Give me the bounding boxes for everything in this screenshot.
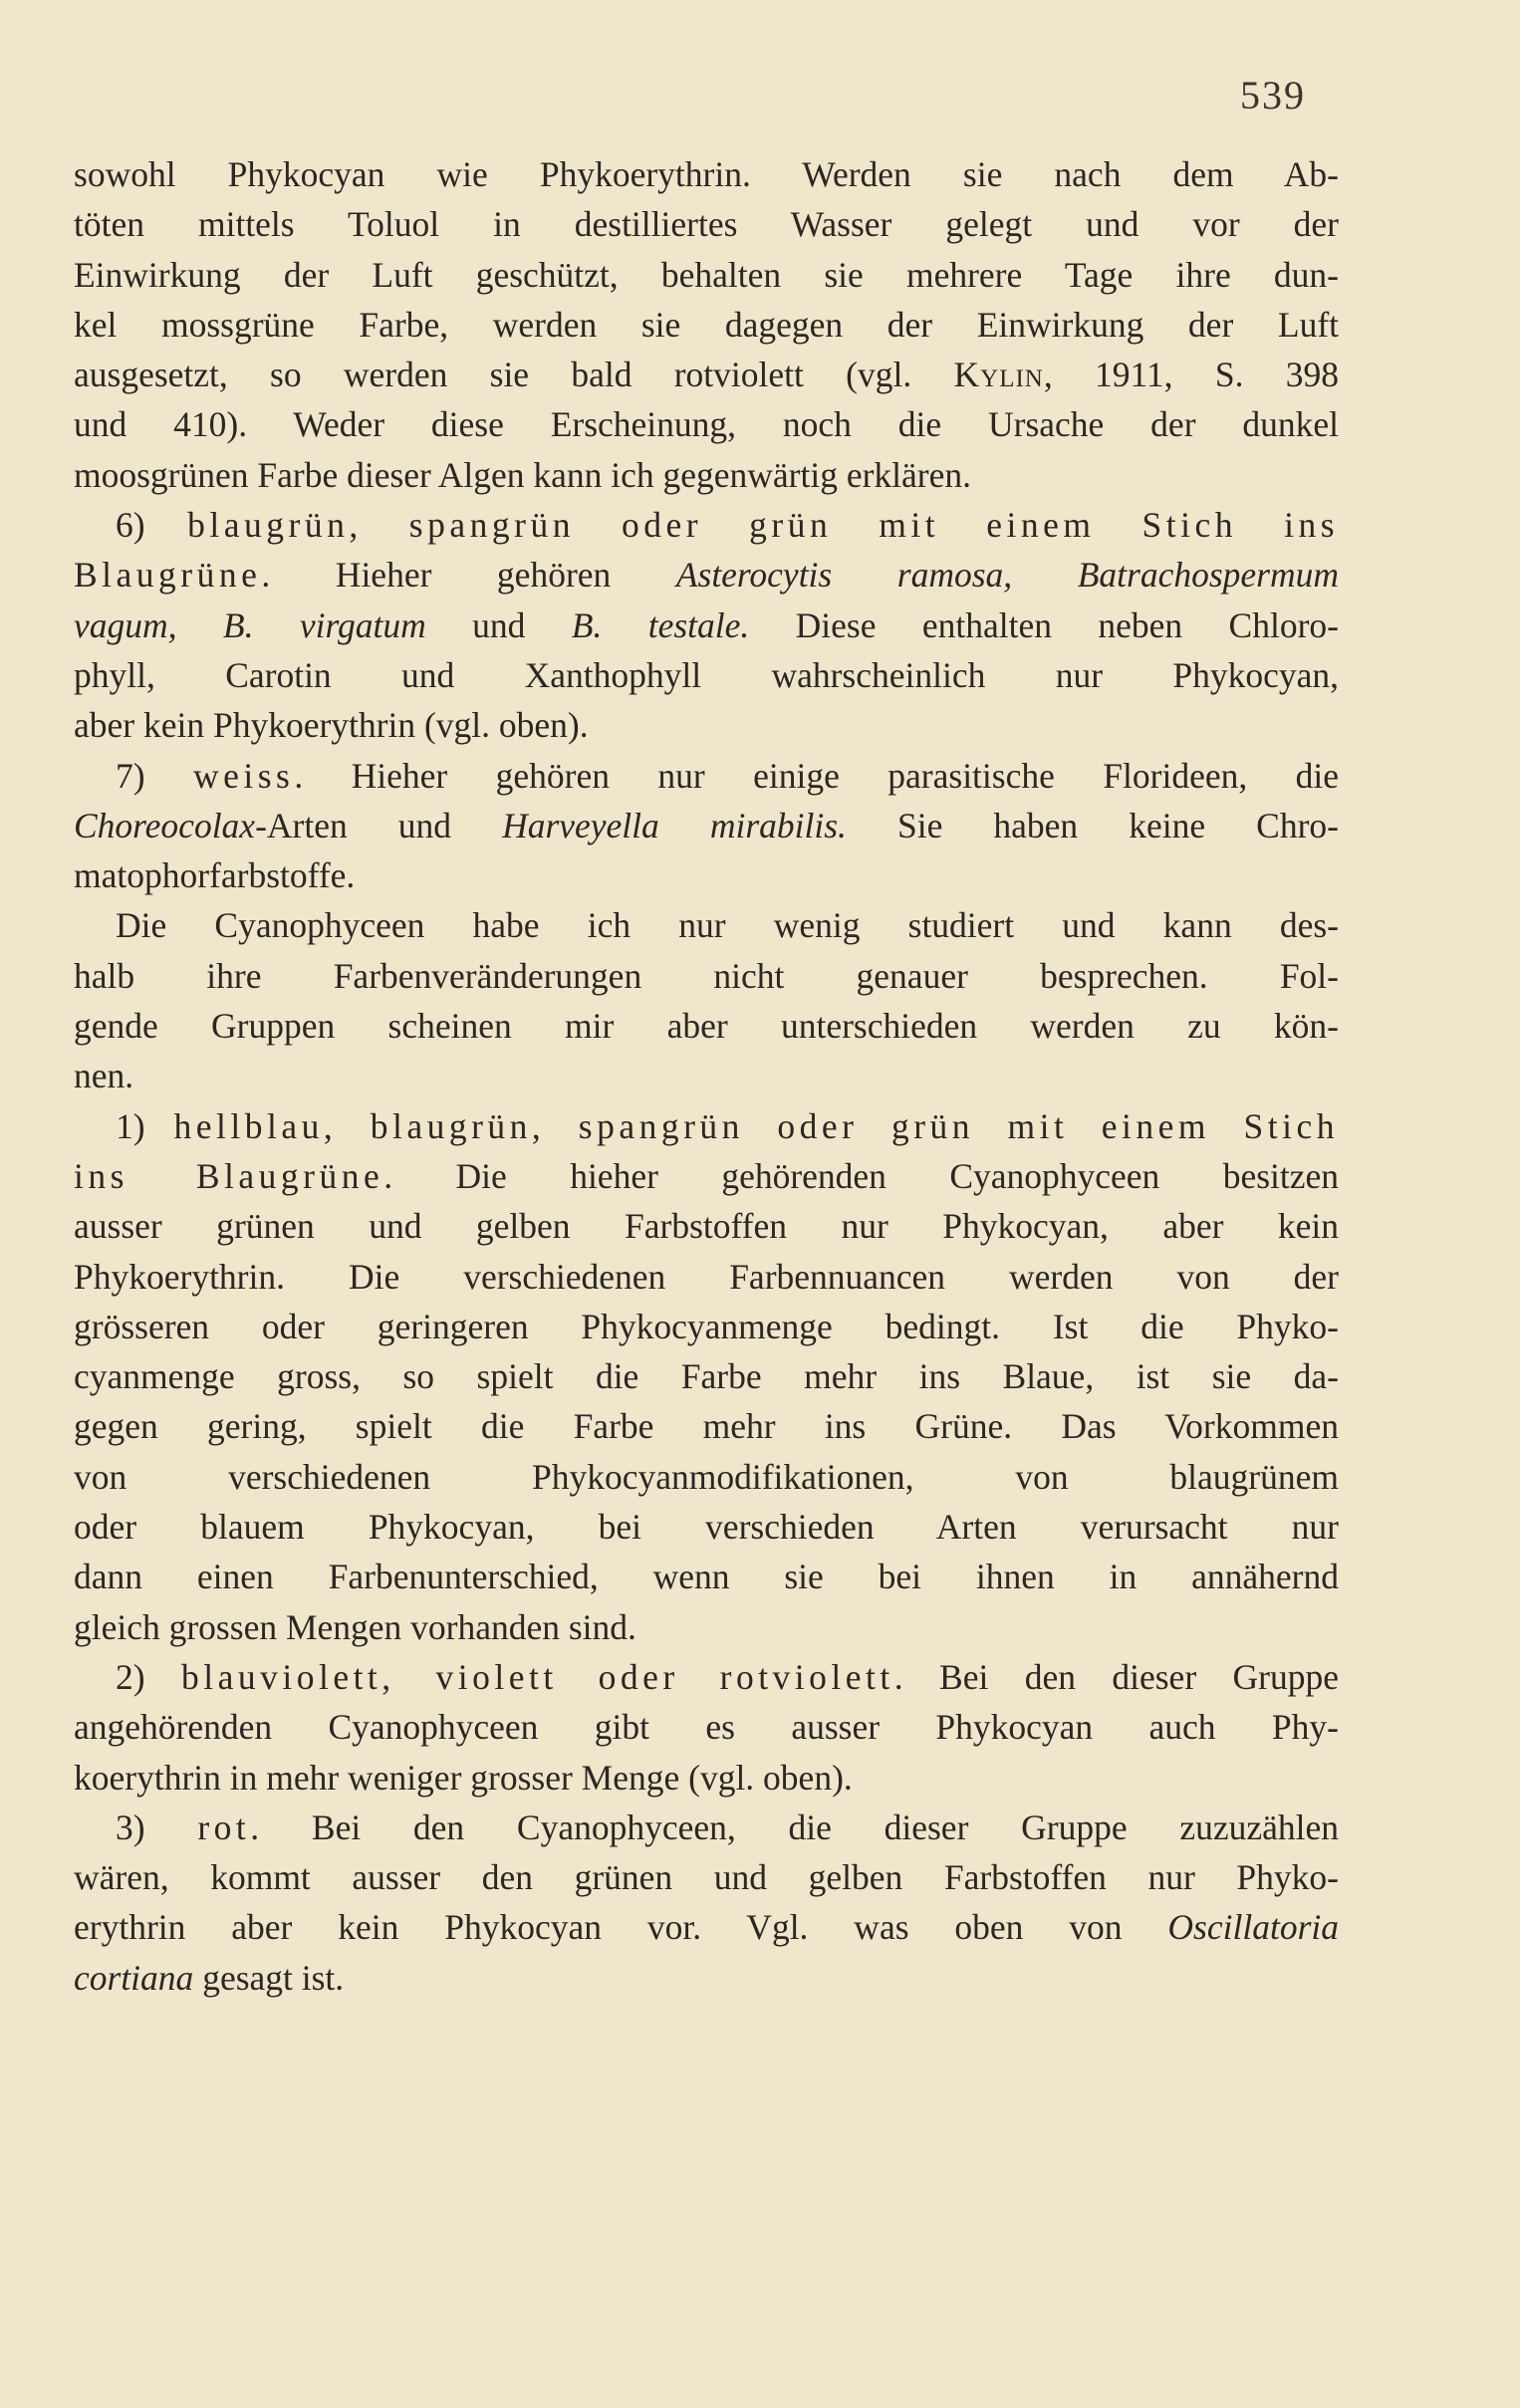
text-segment: . Die hieher gehörenden Cyanophyceen besitzen — [383, 1155, 1340, 1196]
italic-taxon-name: Choreocolax — [74, 805, 256, 845]
text-segment: erythrin aber kein Phykocyan vor. Vgl. was oben von — [74, 1907, 1168, 1948]
text-segment: gleich grossen Mengen vorhanden sind. — [74, 1606, 636, 1647]
text-segment: aber kein Phykoerythrin (vgl. oben). — [74, 705, 589, 746]
text-line — [74, 500, 1339, 550]
text-segment: sowohl Phykocyan wie Phykoerythrin. Werden sie nach dem Ab- — [74, 154, 1339, 194]
spaced-emphasis: Blaugrüne — [74, 555, 262, 596]
spaced-emphasis: weiss — [192, 755, 295, 796]
text-segment: angehörenden Cyanophyceen gibt es ausser Phykocyan auch Phy- — [74, 1707, 1339, 1748]
text-line — [74, 801, 1339, 850]
text-line — [74, 650, 1339, 700]
text-line — [74, 850, 1339, 900]
text-segment: und — [425, 604, 572, 645]
text-line — [74, 1552, 1339, 1601]
text-segment: Einwirkung der Luft geschützt, behalten sie mehrere Tage ihre dun- — [74, 254, 1339, 295]
text-segment: ausgesetzt, so werden sie bald rotviolett (vgl. — [74, 355, 954, 395]
text-line — [74, 550, 1339, 600]
text-segment: -Arten und — [255, 805, 503, 845]
text-line — [74, 1852, 1339, 1902]
text-segment: gende Gruppen scheinen mir aber unterschieden werden zu kön- — [74, 1006, 1339, 1047]
text-segment: nen. — [74, 1056, 134, 1096]
text-segment: kel mossgrüne Farbe, werden sie dagegen der Einwirkung der Luft — [74, 304, 1339, 345]
text-line — [74, 1452, 1339, 1502]
text-segment: 2) — [116, 1656, 181, 1697]
text-segment: gegen gering, spielt die Farbe mehr ins Grüne. Das Vorkommen — [74, 1406, 1339, 1447]
spaced-emphasis: hellblau, blaugrün, spangrün oder grün mit einem Stich — [173, 1105, 1339, 1146]
spaced-emphasis: blauviolett, violett oder rotviolett — [180, 1656, 894, 1697]
text-segment: töten mittels Toluol in destilliertes Wasser gelegt und vor der — [74, 204, 1339, 245]
page-number: 539 — [1240, 73, 1306, 118]
text-segment: Sie haben keine Chro- — [846, 805, 1339, 845]
text-line — [74, 751, 1339, 801]
text-segment: . Bei den dieser Gruppe — [893, 1656, 1339, 1697]
text-segment: oder blauem Phykocyan, bei verschieden Arten verursacht nur — [74, 1507, 1339, 1548]
spaced-emphasis: ins Blaugrüne — [74, 1155, 384, 1196]
text-segment: dann einen Farbenunterschied, wenn sie bei ihnen in annähernd — [74, 1557, 1339, 1597]
body-text — [74, 149, 1339, 2003]
text-line — [74, 1201, 1339, 1251]
text-segment: Phykoerythrin. Die verschiedenen Farbennuancen werden von der — [74, 1256, 1339, 1297]
text-line — [74, 1302, 1339, 1351]
text-line — [74, 1001, 1339, 1051]
text-line — [74, 951, 1339, 1001]
text-line — [74, 900, 1339, 950]
text-segment: . Hieher gehören nur einige parasitische Florideen, die — [294, 755, 1339, 796]
text-line — [74, 1401, 1339, 1451]
text-segment: Diese enthalten neben Chloro- — [749, 604, 1339, 645]
text-segment: . Hieher gehören — [261, 555, 676, 596]
text-line — [74, 250, 1339, 300]
text-line — [74, 149, 1339, 199]
text-line — [74, 1502, 1339, 1552]
text-segment: cyanmenge gross, so spielt die Farbe mehr ins Blaue, ist sie da- — [74, 1356, 1339, 1397]
text-line — [74, 1902, 1339, 1952]
text-segment: , 1911, S. 398 — [1043, 355, 1339, 395]
text-line — [74, 300, 1339, 350]
text-segment: gesagt ist. — [193, 1957, 345, 1998]
text-segment: Die Cyanophyceen habe ich nur wenig studiert und kann des- — [116, 905, 1339, 946]
text-segment: phyll, Carotin und Xanthophyll wahrscheinlich nur Phykocyan, — [74, 654, 1339, 695]
text-line — [74, 1753, 1339, 1803]
text-segment: 3) — [116, 1806, 198, 1847]
text-line — [74, 601, 1339, 650]
text-line — [74, 399, 1339, 449]
text-line — [74, 1652, 1339, 1702]
italic-taxon-name: B. testale. — [571, 604, 750, 645]
italic-taxon-name: Asterocytis ramosa, Batrachospermum — [675, 555, 1339, 596]
text-segment: 7) — [116, 755, 193, 796]
italic-taxon-name: Oscillatoria — [1167, 1907, 1339, 1948]
text-segment: 6) — [116, 505, 188, 546]
italic-taxon-name: Harveyella mirabilis. — [502, 805, 847, 845]
text-line — [74, 1151, 1339, 1201]
text-segment: moosgrünen Farbe dieser Algen kann ich gegenwärtig erklären. — [74, 454, 972, 495]
text-line — [74, 1101, 1339, 1151]
text-segment: wären, kommt ausser den grünen und gelben Farbstoffen nur Phyko- — [74, 1857, 1339, 1898]
text-segment: ausser grünen und gelben Farbstoffen nur Phykocyan, aber kein — [74, 1206, 1339, 1247]
text-line — [74, 1252, 1339, 1302]
spaced-emphasis: rot — [197, 1806, 251, 1847]
author-citation: Kylin — [953, 355, 1044, 395]
text-segment: 1) — [116, 1105, 174, 1146]
text-line — [74, 1602, 1339, 1652]
spaced-emphasis: blaugrün, spangrün oder grün mit einem Stich ins — [187, 505, 1340, 546]
text-segment: grösseren oder geringeren Phykocyanmenge bedingt. Ist die Phyko- — [74, 1306, 1339, 1346]
text-line — [74, 1702, 1339, 1752]
italic-taxon-name: vagum, B. virgatum — [74, 604, 426, 645]
text-segment: halb ihre Farbenveränderungen nicht genauer besprechen. Fol- — [74, 955, 1339, 996]
text-line — [74, 1051, 1339, 1100]
text-line — [74, 1803, 1339, 1852]
text-segment: . Bei den Cyanophyceen, die dieser Gruppe zuzuzählen — [250, 1806, 1339, 1847]
italic-taxon-name: cortiana — [74, 1957, 194, 1998]
text-segment: und 410). Weder diese Erscheinung, noch die Ursache der dunkel — [74, 404, 1339, 445]
text-line — [74, 700, 1339, 750]
text-segment: von verschiedenen Phykocyanmodifikationen, von blaugrünem — [74, 1456, 1339, 1497]
text-line — [74, 350, 1339, 399]
text-line — [74, 450, 1339, 500]
text-line — [74, 1953, 1339, 2003]
text-line — [74, 199, 1339, 249]
text-segment: koerythrin in mehr weniger grosser Menge (vgl. oben). — [74, 1757, 853, 1798]
text-line — [74, 1351, 1339, 1401]
text-segment: matophorfarbstoffe. — [74, 855, 356, 896]
